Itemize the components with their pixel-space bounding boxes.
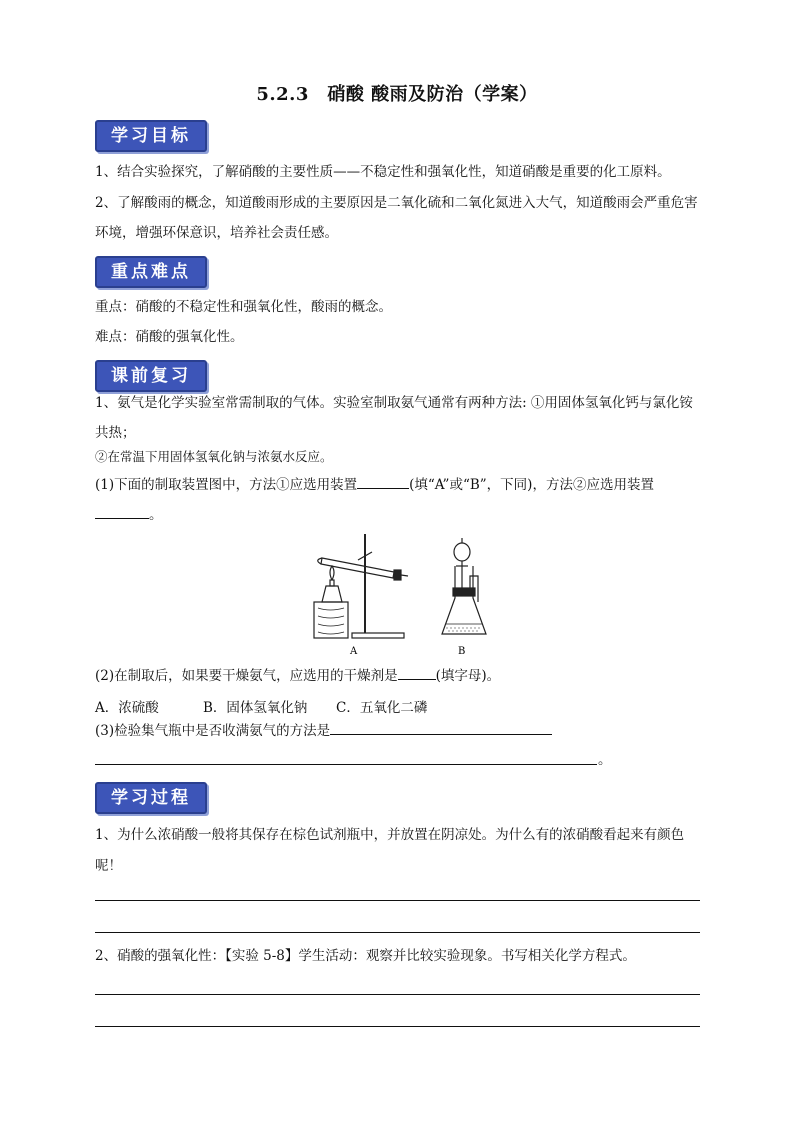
q1-part2-hint: (填字母)。 (435, 668, 501, 684)
separatory-funnel (454, 543, 470, 561)
stopper (394, 570, 401, 580)
flask-stopper (453, 588, 475, 596)
answer-blank-method2[interactable] (95, 502, 149, 519)
answer-blank-method1[interactable] (357, 472, 409, 489)
option-a: A．浓硫酸 (95, 700, 159, 716)
figure-label-b: B (458, 646, 466, 657)
q1-part1-end: 。 (149, 507, 163, 523)
goal-item-1: 1、结合实验探究，了解硝酸的主要性质——不稳定性和强氧化性，知道硝酸是重要的化工原料。 (95, 164, 671, 180)
alcohol-lamp (322, 586, 342, 602)
page-title: 5.2.3 硝酸 酸雨及防治（学案） (256, 84, 538, 105)
answer-line-process-q2-1[interactable] (95, 994, 700, 995)
key-difficulty: 难点：硝酸的强氧化性。 (95, 329, 244, 345)
figure-label-a: A (350, 646, 358, 657)
review-q1-part3 (95, 716, 700, 746)
answer-blank-desiccant[interactable] (398, 663, 436, 680)
section-badge-key: 重点难点 (95, 256, 207, 288)
review-q1-part2 (95, 661, 700, 691)
answer-line-process-q1-1[interactable] (95, 900, 700, 901)
section-badge-goals: 学习目标 (95, 120, 207, 152)
option-c: C．五氧化二磷 (336, 700, 428, 716)
answer-line-process-q2-2[interactable] (95, 1026, 700, 1027)
q1-part3-text: (3)检验集气瓶中是否收满氨气的方法是 (95, 723, 331, 739)
section-badge-review: 课前复习 (95, 360, 207, 392)
process-q1: 1、为什么浓硝酸一般将其保存在棕色试剂瓶中，并放置在阴凉处。为什么有的浓硝酸看起来有颜色呢！ (95, 827, 685, 874)
answer-line-process-q1-2[interactable] (95, 932, 700, 933)
section-badge-process: 学习过程 (95, 782, 207, 814)
apparatus-figure (300, 530, 500, 660)
answer-blank-test-method[interactable] (330, 718, 552, 735)
review-q1-part1 (95, 470, 700, 530)
key-focus: 重点：硝酸的不稳定性和强氧化性，酸雨的概念。 (95, 299, 392, 315)
review-q1-intro: 1、氨气是化学实验室常需制取的气体。实验室制取氨气通常有两种方法: ①用固体氢氧化钙与氯化铵共热； (95, 395, 693, 441)
q1-part3-end: 。 (598, 752, 612, 768)
q1-part2-text: (2)在制取后，如果要干燥氨气，应选用的干燥剂是 (95, 668, 398, 684)
q1-part1-text-a: (1)下面的制取装置图中，方法①应选用装置 (95, 477, 358, 493)
goal-item-2: 2、了解酸雨的概念，知道酸雨形成的主要原因是二氧化硫和二氧化氮进入大气，知道酸雨会严重危害环境，增强环保意识，培养社会责任感。 (95, 195, 698, 241)
process-q2: 2、硝酸的强氧化性：【实验 5-8】学生活动：观察并比较实验现象。书写相关化学方程式。 (95, 948, 636, 964)
q1-part1-text-b: (填“A”或“B”，下同)，方法②应选用装置 (409, 477, 654, 493)
answer-line-test-method-2[interactable] (95, 764, 597, 765)
test-tube (321, 558, 394, 578)
stand-base (352, 633, 404, 638)
review-q1-method2: ②在常温下用固体氢氧化钠与浓氨水反应。 (95, 449, 333, 464)
option-b: B．固体氢氧化钠 (203, 700, 308, 716)
flame (330, 566, 334, 580)
